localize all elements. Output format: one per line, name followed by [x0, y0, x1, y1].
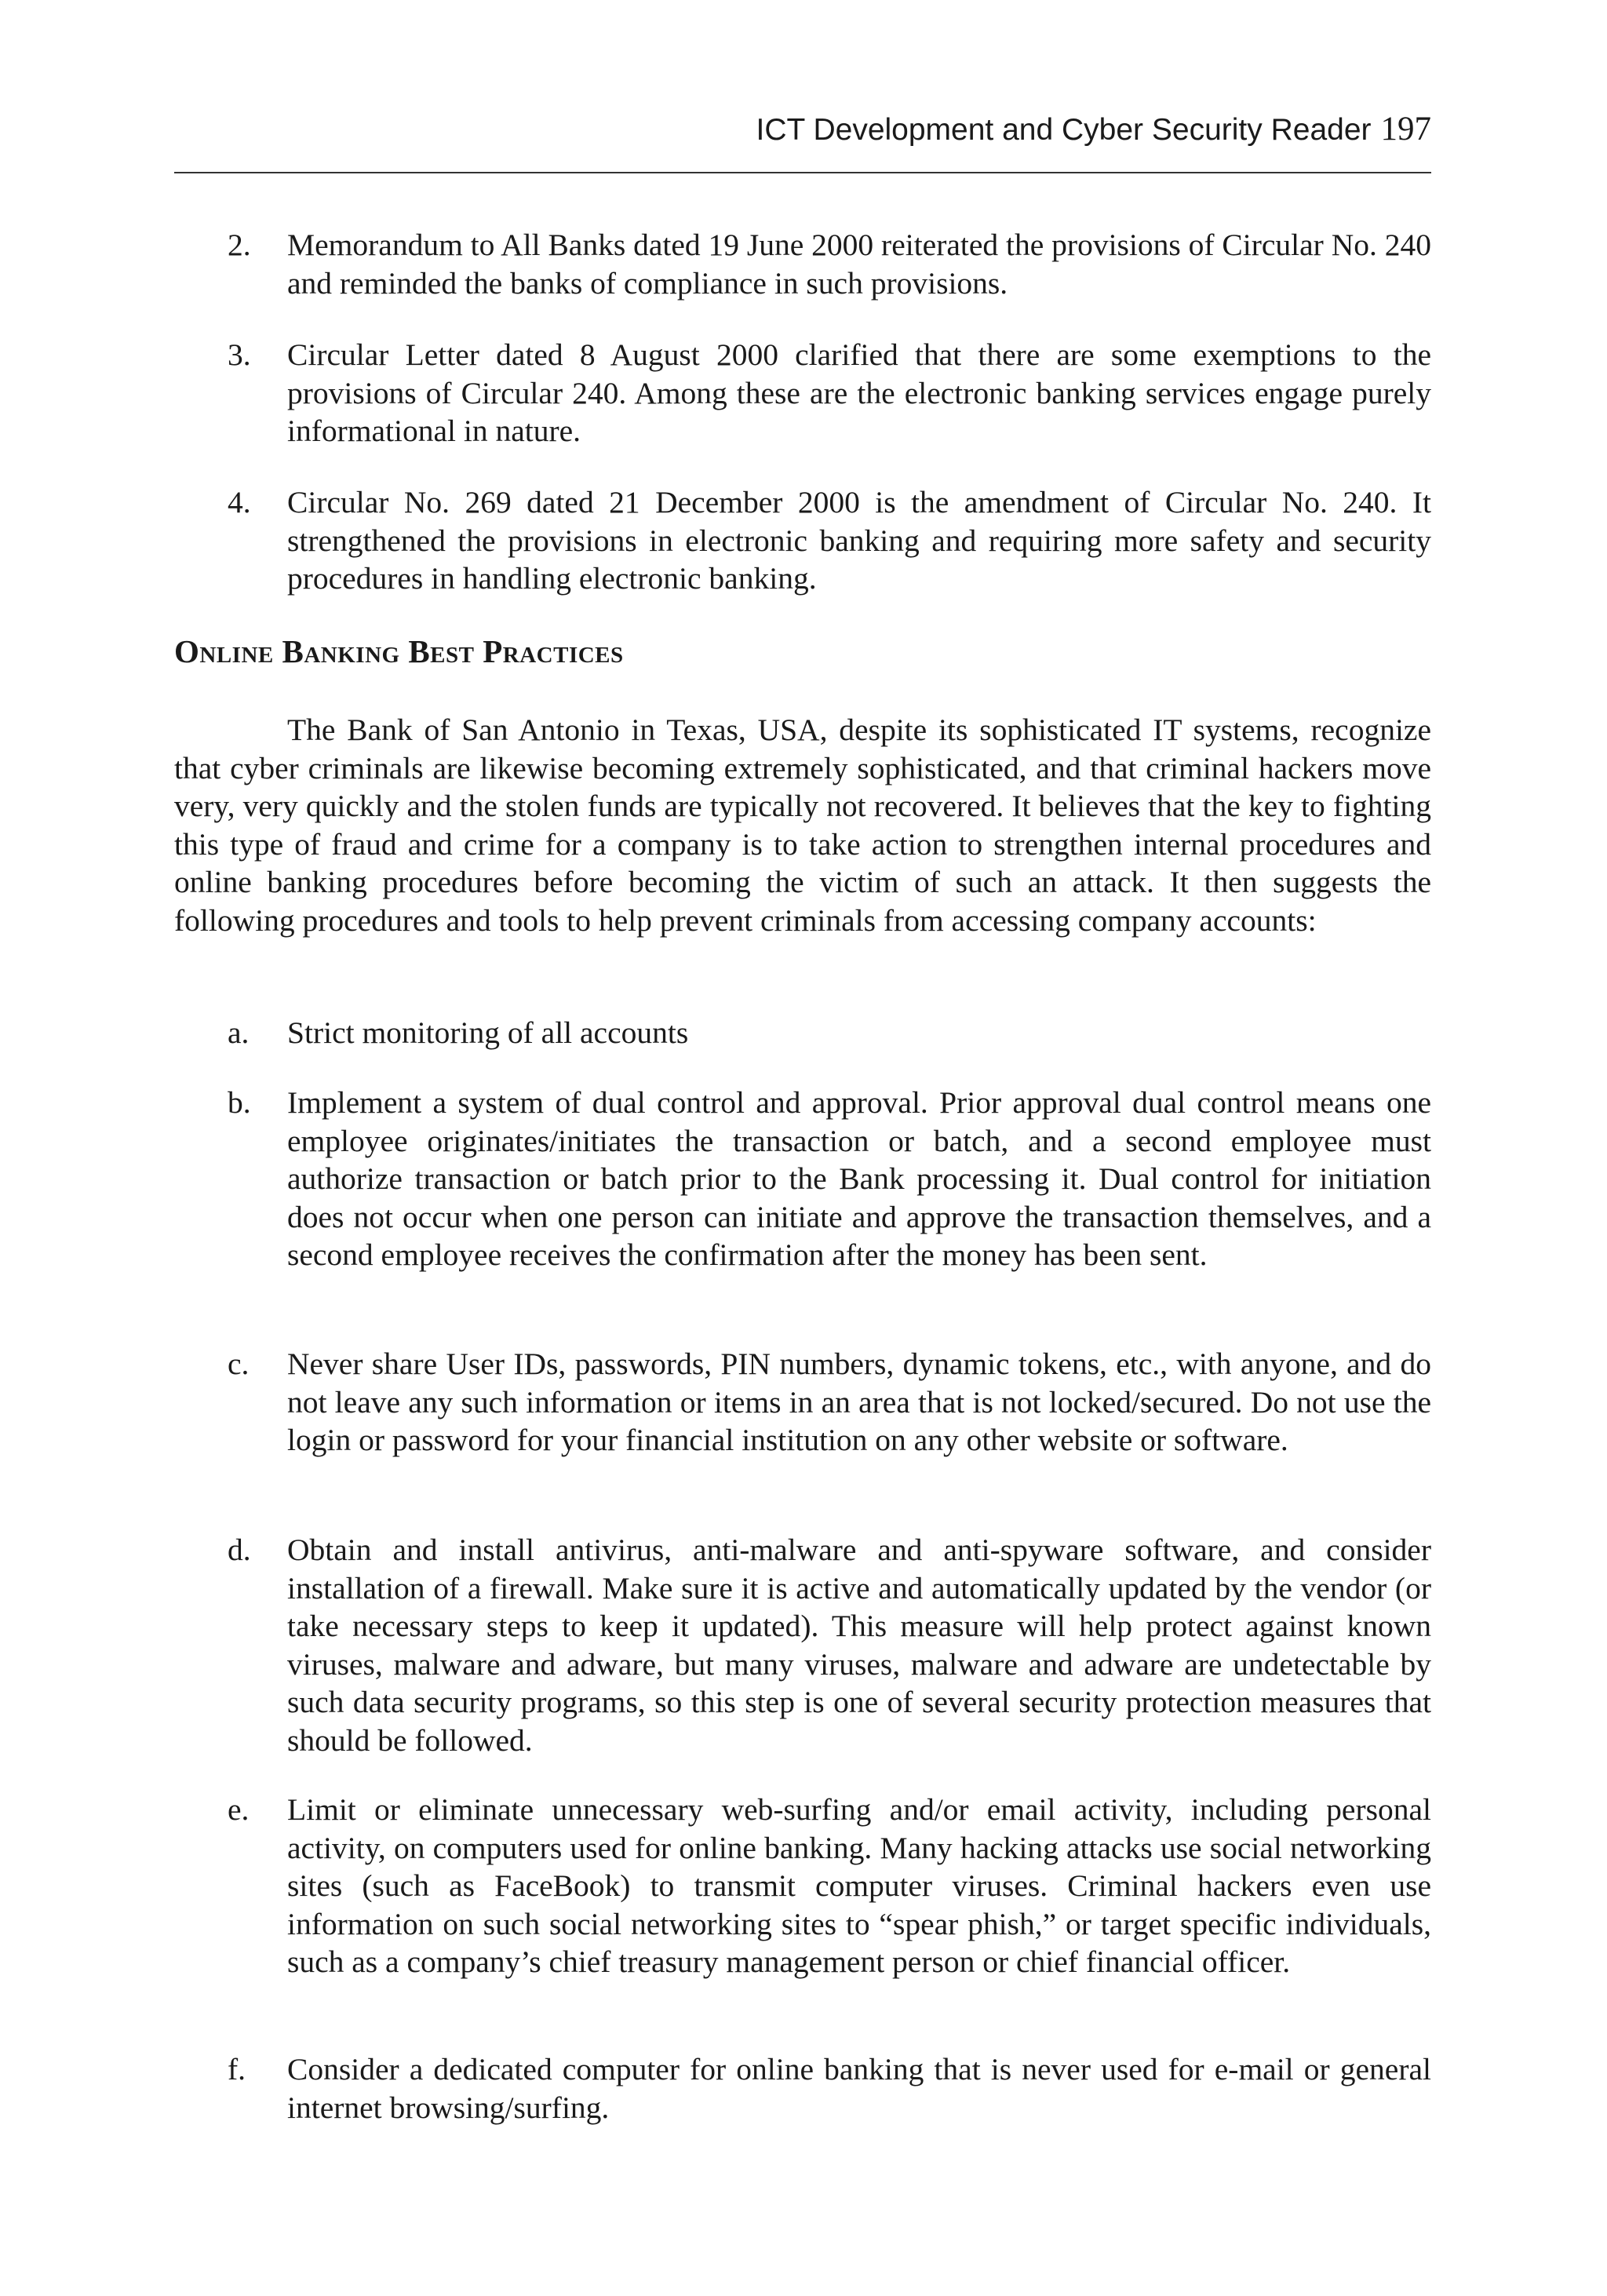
list-marker: f. — [228, 2052, 246, 2086]
list-marker: 4. — [228, 485, 251, 519]
list-item — [174, 483, 1431, 598]
list-item — [174, 226, 1431, 302]
list-item — [174, 2050, 1431, 2127]
list-item — [174, 1791, 1431, 1981]
list-item — [174, 1531, 1431, 1759]
list-item-text: Limit or eliminate unnecessary web-surfing and/or email activity, including personal activity, on computers used for online banking. Many hacking attacks use social networking sites (such as FaceBook) to transmit computer viruses. Criminal hackers even use information on such social networking sites to “spear phish,” or target specific individuals, such as a company’s chief treasury management person or chief financial officer. — [287, 1792, 1431, 1979]
list-marker: e. — [228, 1792, 250, 1827]
list-item-text: Consider a dedicated computer for online banking that is never used for e-mail or general internet browsing/surfing. — [287, 2052, 1431, 2125]
list-item — [174, 1084, 1431, 1274]
header-rule — [174, 172, 1431, 173]
list-item-text: Memorandum to All Banks dated 19 June 2000 reiterated the provisions of Circular No. 240 and reminded the banks of compliance in such provisions. — [287, 228, 1431, 301]
list-item-text: Strict monitoring of all accounts — [287, 1015, 689, 1050]
list-marker: 3. — [228, 337, 251, 372]
running-header — [174, 110, 1431, 148]
section-heading: Online Banking Best Practices — [174, 633, 624, 669]
list-item-text: Circular No. 269 dated 21 December 2000 is the amendment of Circular No. 240. It strengthened the provisions in electronic banking and requiring more safety and security procedures in handling electronic banking. — [287, 485, 1431, 596]
list-marker: 2. — [228, 228, 251, 262]
header-title: ICT Development and Cyber Security Reader — [756, 113, 1372, 147]
intro-paragraph: The Bank of San Antonio in Texas, USA, despite its sophisticated IT systems, recognize that cyber criminals are likewise becoming extremely sophisticated, and that criminal hackers move very, very quickly and the stolen funds are typically not recovered. It believes that the key to fighting this type of fraud and crime for a company is to take action to strengthen internal procedures and online banking procedures before becoming the victim of such an attack. It then suggests the following procedures and tools to help prevent criminals from accessing company accounts: — [174, 712, 1431, 938]
list-marker: d. — [228, 1532, 251, 1567]
list-item-text: Obtain and install antivirus, anti-malware and anti-spyware software, and consider installation of a firewall. Make sure it is active and automatically updated by the vendor (or take necessary steps to keep it updated). This measure will help protect against known viruses, malware and adware, but many viruses, malware and adware are undetectable by such data security programs, so this step is one of several security protection measures that should be followed. — [287, 1532, 1431, 1758]
list-marker: a. — [228, 1015, 250, 1050]
list-item — [174, 1014, 1431, 1052]
page-number: 197 — [1380, 111, 1431, 148]
list-marker: c. — [228, 1347, 250, 1381]
list-marker: b. — [228, 1085, 251, 1120]
list-item-text: Circular Letter dated 8 August 2000 clarified that there are some exemptions to the provisions of Circular 240. Among these are the electronic banking services engage purely informational in nature. — [287, 337, 1431, 448]
list-item-text: Never share User IDs, passwords, PIN numbers, dynamic tokens, etc., with anyone, and do not leave any such information or items in an area that is not locked/secured. Do not use the login or password for your financial institution on any other website or software. — [287, 1347, 1431, 1457]
list-item — [174, 336, 1431, 450]
list-item-text: Implement a system of dual control and approval. Prior approval dual control means one employee originates/initiates the transaction or batch, and a second employee must authorize transaction or batch prior to the Bank processing it. Dual control for initiation does not occur when one person can initiate and approve the transaction themselves, and a second employee receives the confirmation after the money has been sent. — [287, 1085, 1431, 1272]
list-item — [174, 1345, 1431, 1460]
